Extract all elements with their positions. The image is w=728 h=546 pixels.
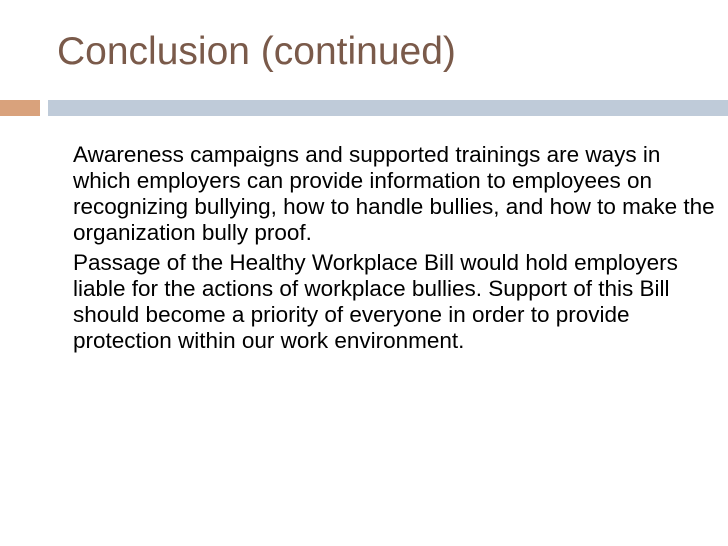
slide-title: Conclusion (continued) [57, 30, 456, 73]
body-paragraph-awareness: Awareness campaigns and supported trainings are ways in which employers can provide information to employees on recognizing bullying, how to handle bullies, and how to make the organization bully proof. [73, 142, 715, 245]
title-accent-bar-orange [0, 100, 40, 116]
title-accent-bar-blue [48, 100, 728, 116]
slide-body [73, 142, 718, 354]
body-paragraph-healthy-workplace-bill: Passage of the Healthy Workplace Bill would hold employers liable for the actions of workplace bullies. Support of this Bill should become a priority of everyone in order to provide protection within our work environment. [73, 250, 678, 353]
